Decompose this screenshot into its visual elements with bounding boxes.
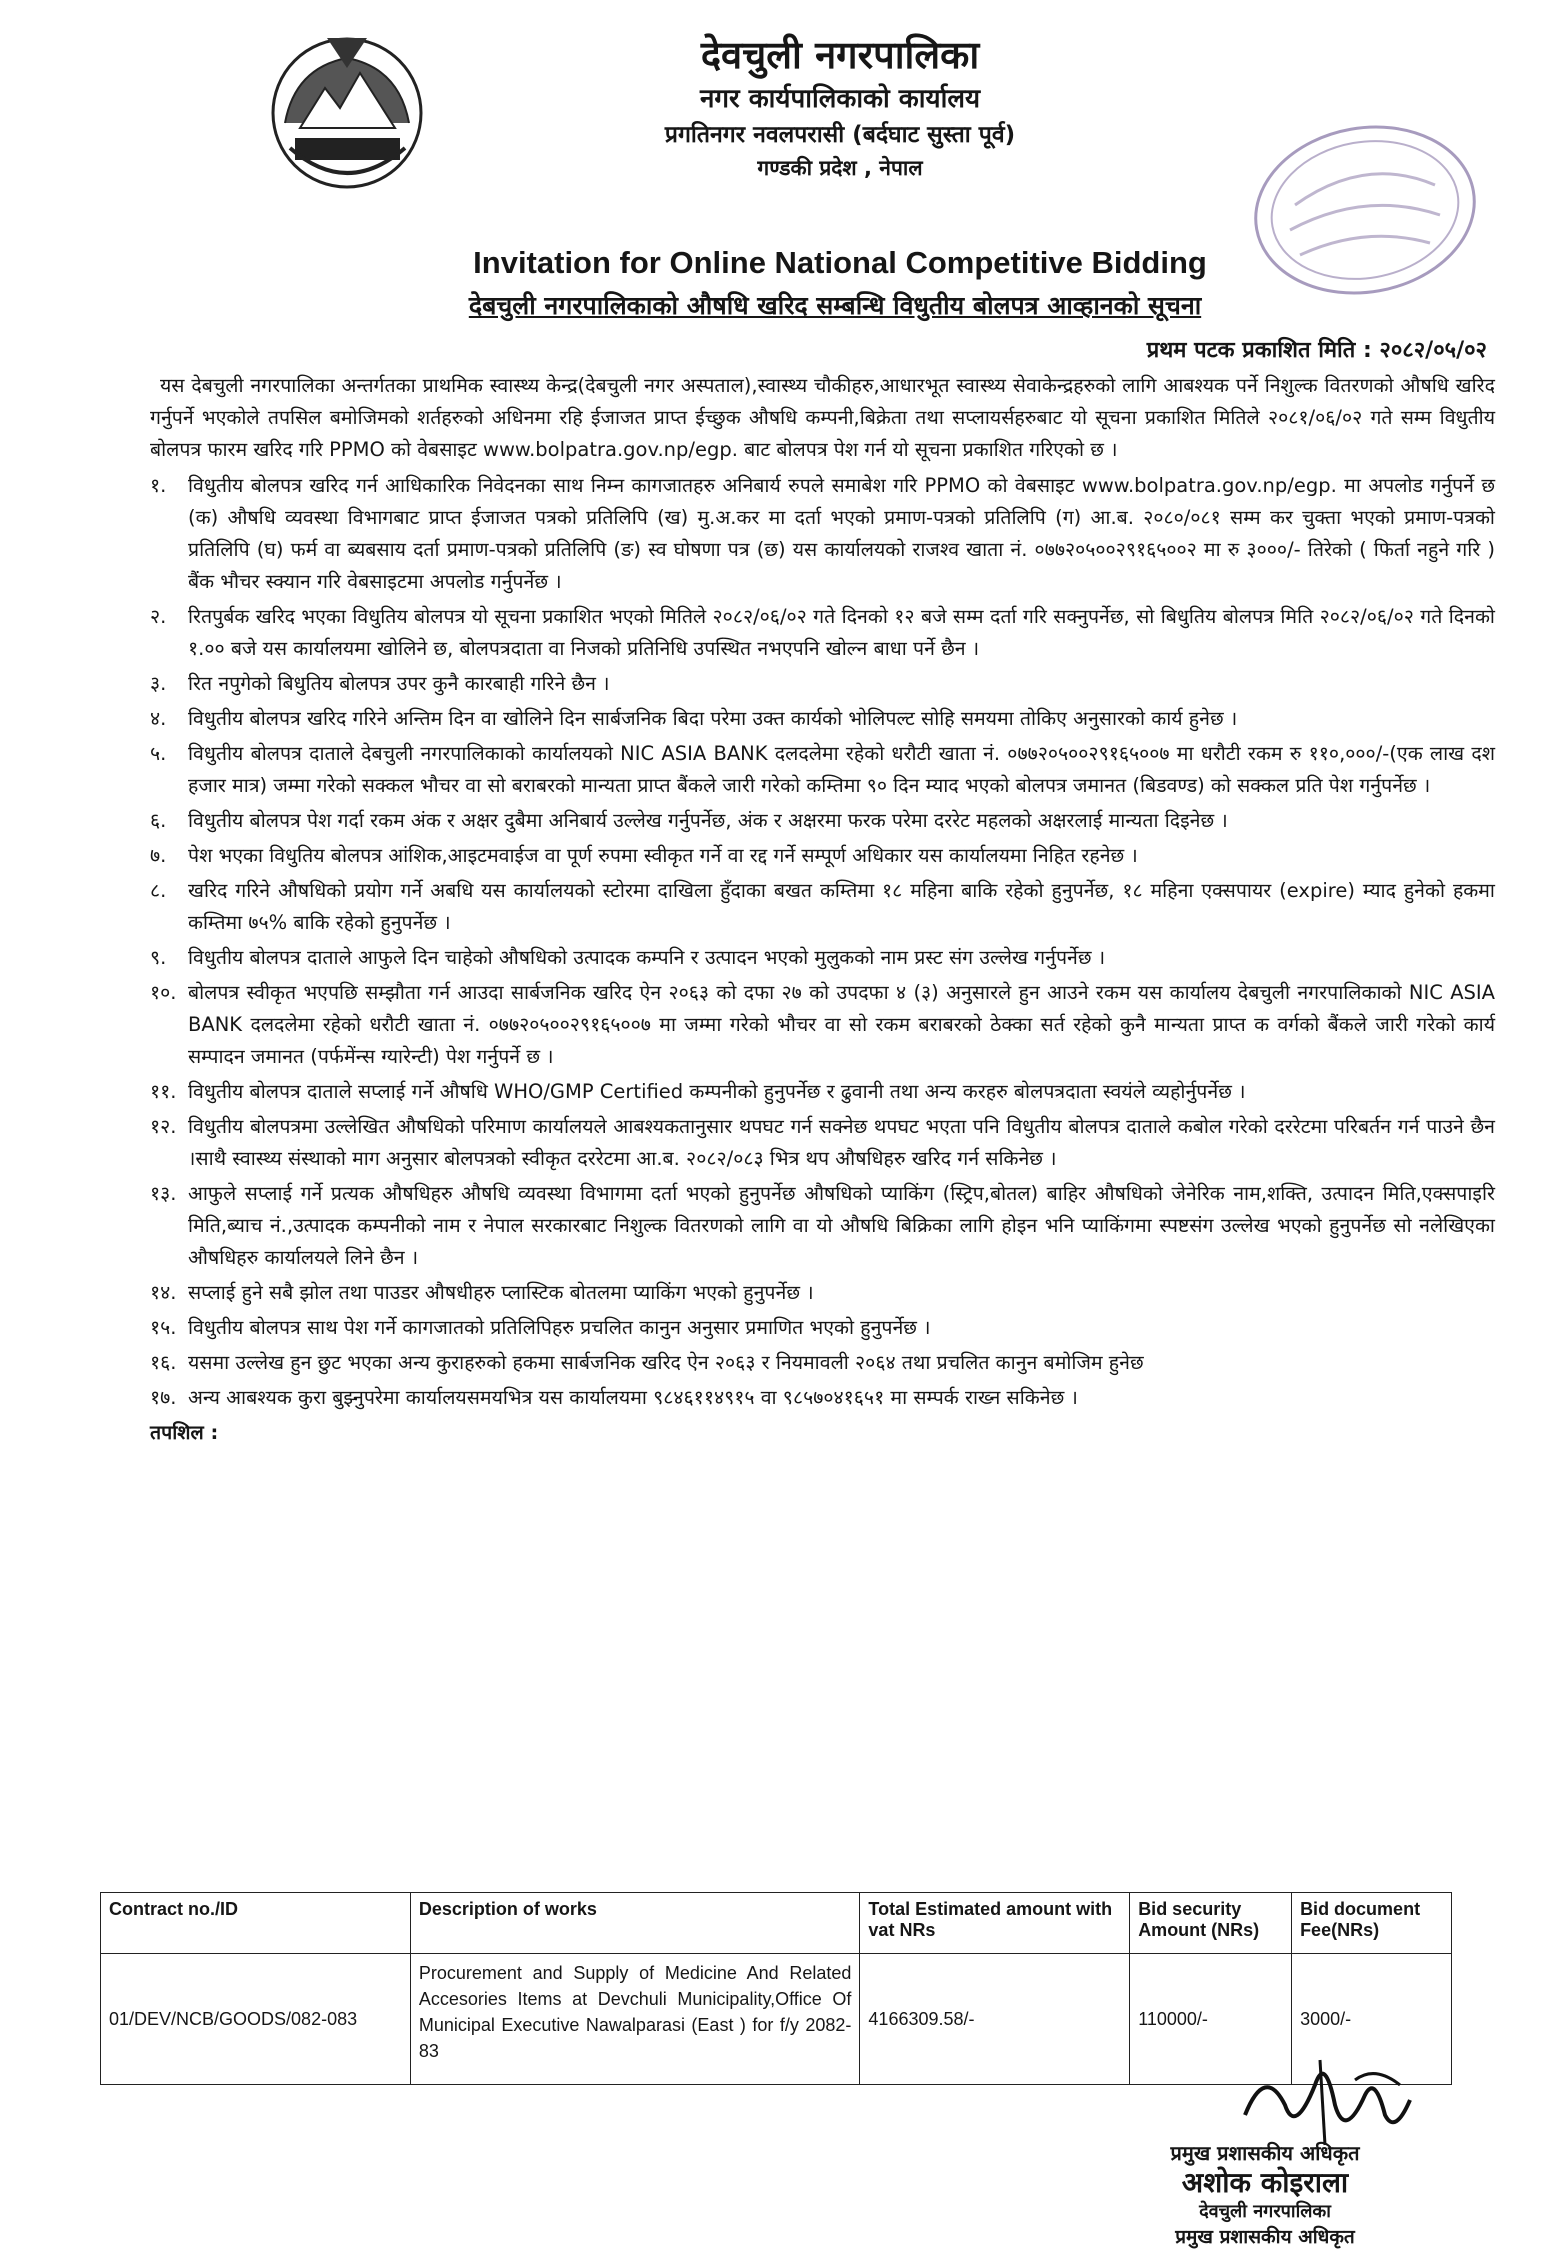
clause-number: १०. — [150, 981, 177, 1004]
clause-item — [150, 840, 1495, 872]
clause-item — [150, 1277, 1495, 1309]
clause-item — [150, 738, 1495, 802]
clause-text: विधुतीय बोलपत्र पेश गर्दा रकम अंक र अक्षर दुबैमा अनिबार्य उल्लेख गर्नुपर्नेछ, अंक र अक्षरमा फरक परेमा दररेट महलको अक्षरलाई मान्यता दिइनेछ । — [188, 809, 1228, 832]
clause-number: ८. — [150, 879, 167, 902]
clause-number: ६. — [150, 809, 167, 832]
clause-number: १. — [150, 474, 167, 497]
publication-date: प्रथम पटक प्रकाशित मिति : २०८२/०५/०२ — [1146, 338, 1487, 363]
clause-number: ३. — [150, 672, 167, 695]
schedule-label: तपशिल : — [150, 1421, 219, 1444]
clause-item — [150, 1076, 1495, 1108]
signatory-org: देवचुली नगरपालिका — [1199, 2201, 1331, 2222]
clause-text: विधुतीय बोलपत्र खरिद गर्न आधिकारिक निवेदनका साथ निम्न कागजातहरु अनिबार्य रुपले समाबेश गरि PPMO को वेबसाइट www.bolpatra.gov.np/egp. मा अपलोड गर्नुपर्ने छ (क) औषधि व्यवस्था विभागबाट प्राप्त ईजाजत पत्रको प्रतिलिपि (ख) मु.अ.कर मा दर्ता भएको प्रमाण-पत्रको प्रतिलिपि (ग) आ.ब. २०८०/०८१ सम्म कर चुक्ता भएको प्रमाण-पत्रको प्रतिलिपि (घ) फर्म वा ब्यबसाय दर्ता प्रमाण-पत्रको प्रतिलिपि (ङ) स्व घोषणा पत्र (छ) यस कार्यालयको राजश्व खाता नं. ०७७२०५००२९१६५००२ मा रु ३०००/- तिरेको ( फिर्ता नहुने गरि ) बैंक भौचर स्क्यान गरि वेबसाइटमा अपलोड गर्नुपर्नेछ । — [188, 474, 1495, 593]
clause-text: रित नपुगेको बिधुतिय बोलपत्र उपर कुनै कारबाही गरिने छैन । — [188, 672, 610, 695]
letterhead — [560, 30, 1120, 184]
clause-item — [150, 1312, 1495, 1344]
clause-item — [150, 668, 1495, 700]
notice-title-english: Invitation for Online National Competitive Bidding — [473, 245, 1207, 280]
municipality-name: देवचुली नगरपालिका — [700, 33, 980, 77]
notice-body — [150, 370, 1495, 1449]
clause-item — [150, 1111, 1495, 1175]
clause-item — [150, 601, 1495, 665]
table-header-row — [101, 1893, 1452, 1954]
column-header: Total Estimated amount with vat NRs — [860, 1893, 1130, 1954]
intro-paragraph: यस देबचुली नगरपालिका अन्तर्गतका प्राथमिक स्वास्थ्य केन्द्र(देबचुली नगर अस्पताल),स्वास्थ्य चौकीहरु,आधारभूत स्वास्थ्य सेवाकेन्द्रहरुको लागि आबश्यक पर्ने निशुल्क वितरणको औषधि खरिद गर्नुपर्ने भएकोले तपसिल बमोजिमको शर्तहरुको अधिनमा रहि ईजाजत प्राप्त ईच्छुक औषधि कम्पनी,बिक्रेता तथा सप्लायर्सहरुबाट यो सूचना प्रकाशित मितिले २०८१/०६/०२ गते सम्म विधुतीय बोलपत्र फारम खरिद गरि PPMO को वेबसाइट www.bolpatra.gov.np/egp. बाट बोलपत्र पेश गर्न यो सूचना प्रकाशित गरिएको छ । — [150, 374, 1495, 461]
clause-item — [150, 805, 1495, 837]
clause-text: खरिद गरिने औषधिको प्रयोग गर्ने अबधि यस कार्यालयको स्टोरमा दाखिला हुँदाका बखत कम्तिमा १८ महिना बाकि रहेको हुनुपर्नेछ, १८ महिना एक्सपायर (expire) म्याद हुनेको हकमा कम्तिमा ७५% बाकि रहेको हुनुपर्नेछ । — [188, 879, 1495, 934]
bid-fee-cell: 3000/- — [1292, 1954, 1452, 2085]
clause-number: १६. — [150, 1351, 177, 1374]
signatory-designation: प्रमुख प्रशासकीय अधिकृत — [1175, 2226, 1355, 2248]
clause-text: विधुतीय बोलपत्र खरिद गरिने अन्तिम दिन वा खोलिने दिन सार्बजनिक बिदा परेमा उक्त कार्यको भोलिपल्ट सोहि समयमा तोकिए अनुसारको कार्य हुनेछ । — [188, 707, 1238, 730]
nepal-emblem-icon — [265, 28, 430, 193]
estimated-amount-cell: 4166309.58/- — [860, 1954, 1130, 2085]
office-address: प्रगतिनगर नवलपरासी (बर्दघाट सुस्ता पूर्व) — [664, 122, 1016, 148]
clause-text: यसमा उल्लेख हुन छुट भएका अन्य कुराहरुको हकमा सार्बजनिक खरिद ऐन २०६३ र नियमावली २०६४ तथा प्रचलित कानुन बमोजिम हुनेछ — [188, 1351, 1144, 1374]
clause-number: १३. — [150, 1182, 177, 1205]
clause-number: ५. — [150, 742, 167, 765]
clause-text: रितपुर्बक खरिद भएका विधुतिय बोलपत्र यो सूचना प्रकाशित भएको मितिले २०८२/०६/०२ गते दिनको १२ बजे सम्म दर्ता गरि सक्नुपर्नेछ, सो बिधुतिय बोलपत्र मिति २०८२/०६/०२ गते दिनको १.०० बजे यस कार्यालयमा खोलिने छ, बोलपत्रदाता वा निजको प्रतिनिधि उपस्थित नभएपनि खोल्न बाधा पर्ने छैन । — [188, 605, 1495, 660]
clause-number: ४. — [150, 707, 167, 730]
column-header: Description of works — [410, 1893, 860, 1954]
clause-item — [150, 1178, 1495, 1274]
clause-number: २. — [150, 605, 167, 628]
clause-text: विधुतीय बोलपत्र दाताले आफुले दिन चाहेको औषधिको उत्पादक कम्पनि र उत्पादन भएको मुलुकको नाम प्रस्ट संग उल्लेख गर्नुपर्नेछ । — [188, 946, 1106, 969]
description-cell: Procurement and Supply of Medicine And Related Accesories Items at Devchuli Municipality,Office Of Municipal Executive Nawalparasi (East ) for f/y 2082-83 — [410, 1954, 860, 2085]
clause-item — [150, 1347, 1495, 1379]
notice-title-nepali: देबचुली नगरपालिकाको औषधि खरिद सम्बन्धि विधुतीय बोलपत्र आव्हानको सूचना — [468, 291, 1202, 320]
signature-block — [1115, 2140, 1415, 2250]
clause-item — [150, 977, 1495, 1073]
clause-item — [150, 942, 1495, 974]
bid-security-cell: 110000/- — [1130, 1954, 1292, 2085]
clause-item — [150, 875, 1495, 939]
clause-text: अन्य आबश्यक कुरा बुझ्नुपरेमा कार्यालयसमयभित्र यस कार्यालयमा ९८४६११४९१५ वा ९८५७०४१६५१ मा सम्पर्क राख्न सकिनेछ । — [188, 1386, 1078, 1409]
clause-text: आफुले सप्लाई गर्ने प्रत्यक औषधिहरु औषधि व्यवस्था विभागमा दर्ता भएको हुनुपर्नेछ औषधिको प्याकिंग (स्ट्रिप,बोतल) बाहिर औषधिको जेनेरिक नाम,शक्ति, उत्पादन मिति,एक्सपाइरि मिति,ब्याच नं.,उत्पादक कम्पनीको नाम र नेपाल सरकारबाट निशुल्क वितरणको लागि वा यो औषधि बिक्रिका लागि होइन भनि प्याकिंगमा स्पष्टसंग उल्लेख भएको हुनुपर्नेछ सो नलेखिएका औषधिहरु कार्यालयले लिने छैन । — [188, 1182, 1495, 1269]
clause-item — [150, 470, 1495, 598]
clause-item — [150, 703, 1495, 735]
clause-number: १७. — [150, 1386, 177, 1409]
column-header: Bid document Fee(NRs) — [1292, 1893, 1452, 1954]
clause-number: १५. — [150, 1316, 177, 1339]
clause-text: बोलपत्र स्वीकृत भएपछि सम्झौता गर्न आउदा सार्बजनिक खरिद ऐन २०६३ को दफा २७ को उपदफा ४ (३) अनुसारले हुन आउने रकम यस कार्यालय देबचुली नगरपालिकाको NIC ASIA BANK दलदलेमा रहेको धरौटी खाता नं. ०७७२०५००२९१६५००७ मा जम्मा गरेको भौचर वा सो रकम बराबरको ठेक्का सर्त रहेको कुनै मान्यता प्राप्त क वर्गको बैंकले जारी गरेको कार्य सम्पादन जमानत (पर्फमेंन्स ग्यारेन्टी) पेश गर्नुपर्ने छ । — [188, 981, 1495, 1068]
clause-text: विधुतीय बोलपत्र दाताले देबचुली नगरपालिकाको कार्यालयको NIC ASIA BANK दलदलेमा रहेको धरौटी खाता नं. ०७७२०५००२९१६५००७ मा धरौटी रकम रु ११०,०००/-(एक लाख दश हजार मात्र) जम्मा गरेको सक्कल भौचर वा सो बराबरको मान्यता प्राप्त बैंकले जारी गरेको कम्तिमा ९० दिन म्याद भएको बोलपत्र जमानत (बिडवण्ड) को सक्कल प्रति पेश गर्नुपर्नेछ । — [188, 742, 1495, 797]
clause-number: ९. — [150, 946, 167, 969]
clause-text: विधुतीय बोलपत्रमा उल्लेखित औषधिको परिमाण कार्यालयले आबश्यकतानुसार थपघट गर्न सक्नेछ थपघट भएता पनि विधुतीय बोलपत्र दाताले कबोल गरेको दररेटमा परिबर्तन गर्न पाउने छैन ।साथै स्वास्थ्य संस्थाको माग अनुसार बोलपत्रको स्वीकृत दररेटमा आ.ब. २०८२/०८३ भित्र थप औषधिहरु खरिद गर्न सकिनेछ । — [188, 1115, 1495, 1170]
clause-text: पेश भएका विधुतिय बोलपत्र आंशिक,आइटमवाईज वा पूर्ण रुपमा स्वीकृत गर्ने वा रद्द गर्ने सम्पूर्ण अधिकार यस कार्यालयमा निहित रहनेछ । — [188, 844, 1138, 867]
clause-number: ११. — [150, 1080, 177, 1103]
column-header: Contract no./ID — [101, 1893, 411, 1954]
contract-id-cell: 01/DEV/NCB/GOODS/082-083 — [101, 1954, 411, 2085]
clause-number: ७. — [150, 844, 167, 867]
clause-text: सप्लाई हुने सबै झोल तथा पाउडर औषधीहरु प्लास्टिक बोतलमा प्याकिंग भएको हुनुपर्नेछ । — [188, 1281, 814, 1304]
clause-text: विधुतीय बोलपत्र दाताले सप्लाई गर्ने औषधि WHO/GMP Certified कम्पनीको हुनुपर्नेछ र ढुवानी तथा अन्य करहरु बोलपत्रदाता स्वयंले व्यहोर्नुपर्नेछ । — [188, 1080, 1246, 1103]
clause-number: १४. — [150, 1281, 177, 1304]
signatory-title: प्रमुख प्रशासकीय अधिकृत — [1170, 2141, 1360, 2165]
clause-text: विधुतीय बोलपत्र साथ पेश गर्ने कागजातको प्रतिलिपिहरु प्रचलित कानुन अनुसार प्रमाणित भएको हुनुपर्नेछ । — [188, 1316, 931, 1339]
clause-item — [150, 1382, 1495, 1414]
handwritten-signature-icon — [1225, 2045, 1425, 2155]
column-header: Bid security Amount (NRs) — [1130, 1893, 1292, 1954]
office-stamp-icon — [1245, 115, 1485, 305]
signatory-name: अशोक कोइराला — [1181, 2166, 1349, 2199]
clause-number: १२. — [150, 1115, 177, 1138]
office-name: नगर कार्यपालिकाको कार्यालय — [699, 84, 981, 114]
province-line: गण्डकी प्रदेश , नेपाल — [757, 156, 923, 180]
